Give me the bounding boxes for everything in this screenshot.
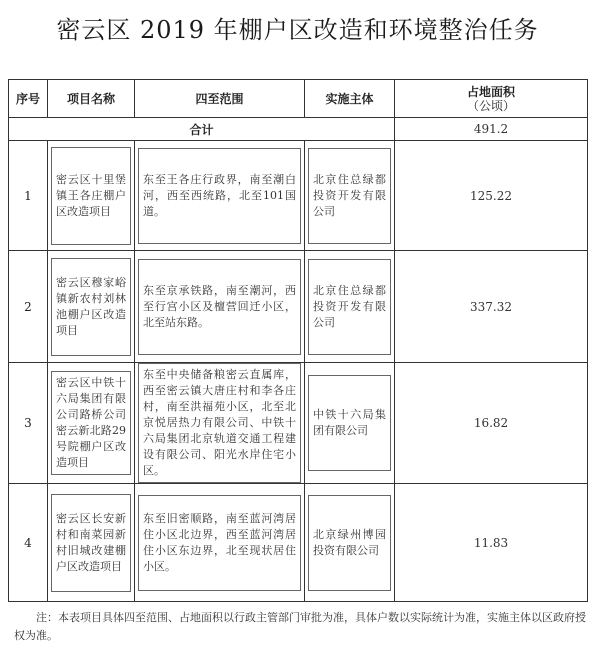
document-title: 密云区 2019 年棚户区改造和环境整治任务 bbox=[56, 16, 539, 44]
footnote: 注：本表项目具体四至范围、占地面积以行政主管部门审批为准，具体户数以实际统计为准，实施主体以区政府授权为准。 bbox=[14, 611, 586, 642]
row-range-cell bbox=[135, 141, 305, 251]
row-range: 东至京承铁路，南至潮河，西至行宫小区及檀营回迁小区，北至站东路。 bbox=[138, 259, 301, 355]
row-name: 密云区中铁十六局集团有限公司路桥公司密云新北路29号院棚户区改造项目 bbox=[51, 371, 131, 475]
row-name: 密云区长安新村和南菜园新村旧城改建棚户区改造项目 bbox=[51, 494, 131, 592]
row-name-cell bbox=[48, 363, 135, 484]
header-area-unit: （公顷） bbox=[466, 98, 515, 113]
header-area bbox=[395, 80, 588, 118]
task-table bbox=[8, 79, 588, 602]
row-name-cell bbox=[48, 484, 135, 602]
table-row bbox=[9, 141, 588, 251]
total-row bbox=[9, 118, 588, 141]
table-row bbox=[9, 363, 588, 484]
table-header-row bbox=[9, 80, 588, 118]
row-no: 3 bbox=[9, 363, 48, 484]
header-area-label: 占地面积 bbox=[466, 84, 515, 99]
table-row bbox=[9, 484, 588, 602]
row-name-cell bbox=[48, 141, 135, 251]
row-no: 1 bbox=[9, 141, 48, 251]
row-name-cell bbox=[48, 251, 135, 363]
row-range: 东至王各庄行政界，南至潮白河，西至西统路，北至101国道。 bbox=[138, 148, 301, 244]
table-row bbox=[9, 251, 588, 363]
row-name: 密云区十里堡镇王各庄棚户区改造项目 bbox=[51, 147, 131, 245]
header-org: 实施主体 bbox=[305, 80, 395, 118]
row-range: 东至中央储备粮密云直属库，西至密云镇大唐庄村和李各庄村，南至洪福苑小区，北至北京悦居热力有限公司、中铁十六局集团北京轨道交通工程建设有限公司、阳光水岸住宅小区。 bbox=[138, 363, 301, 483]
header-no: 序号 bbox=[9, 80, 48, 118]
row-no: 2 bbox=[9, 251, 48, 363]
row-name: 密云区穆家峪镇新农村刘林池棚户区改造项目 bbox=[51, 258, 131, 356]
row-org-cell bbox=[305, 363, 395, 484]
row-area: 337.32 bbox=[395, 251, 588, 363]
header-name: 项目名称 bbox=[48, 80, 135, 118]
header-range: 四至范围 bbox=[135, 80, 305, 118]
row-range-cell bbox=[135, 363, 305, 484]
row-area: 11.83 bbox=[395, 484, 588, 602]
row-no: 4 bbox=[9, 484, 48, 602]
total-value: 491.2 bbox=[395, 118, 588, 141]
row-org: 北京住总绿都投资开发有限公司 bbox=[308, 148, 391, 244]
row-range-cell bbox=[135, 484, 305, 602]
row-org-cell bbox=[305, 251, 395, 363]
row-org-cell bbox=[305, 484, 395, 602]
row-org: 北京住总绿都投资开发有限公司 bbox=[308, 259, 391, 355]
row-org: 北京绿州博园投资有限公司 bbox=[308, 495, 391, 591]
row-org-cell bbox=[305, 141, 395, 251]
row-org: 中铁十六局集团有限公司 bbox=[308, 375, 391, 471]
row-range: 东至旧密顺路，南至蓝河湾居住小区北边界，西至蓝河湾居住小区东边界，北至现状居住小区。 bbox=[138, 495, 301, 591]
row-area: 125.22 bbox=[395, 141, 588, 251]
row-area: 16.82 bbox=[395, 363, 588, 484]
total-label: 合计 bbox=[9, 118, 395, 141]
row-range-cell bbox=[135, 251, 305, 363]
